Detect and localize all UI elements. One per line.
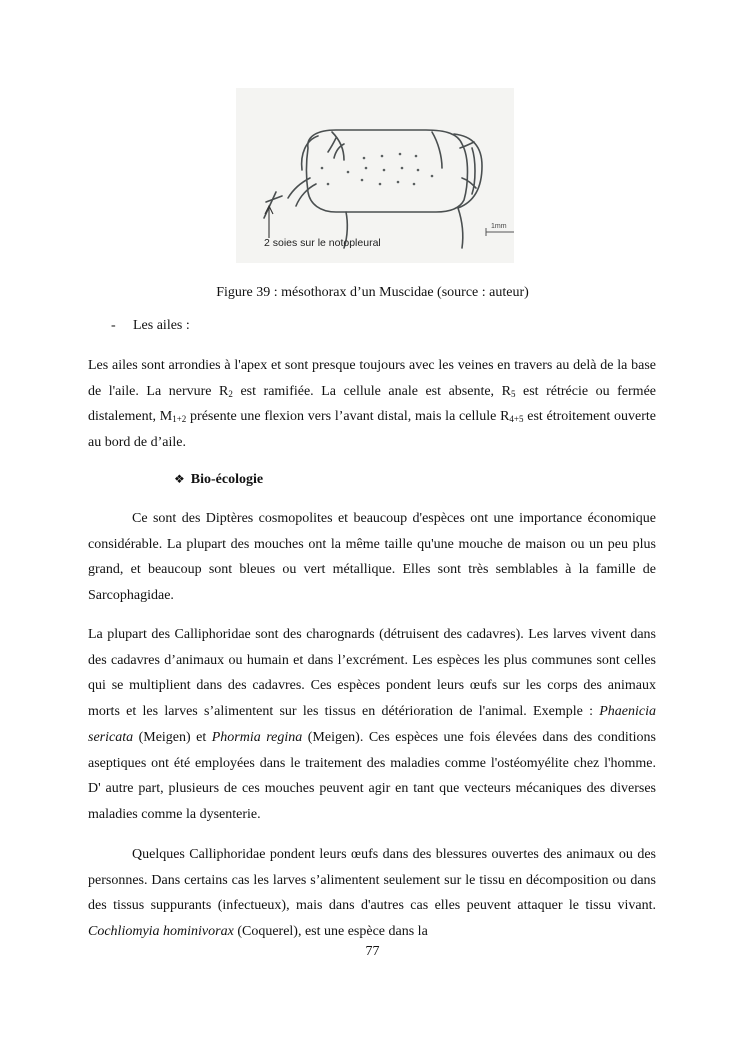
mesothorax-figure xyxy=(236,88,514,263)
mesothorax-drawing xyxy=(236,88,514,263)
bullet-dash: - xyxy=(111,318,116,333)
heading-text: Bio-écologie xyxy=(190,472,264,487)
wound-block xyxy=(88,842,656,945)
wound-paragraph xyxy=(88,842,656,945)
species-phaenicia: Phaenicia sericata xyxy=(88,704,656,745)
wings-sub-3: 1+2 xyxy=(172,414,187,425)
wound-text-2: (Coquerel), est une espèce dans la xyxy=(233,924,428,940)
page-number: 77 xyxy=(365,944,380,959)
scale-label: 1mm xyxy=(491,223,507,230)
wings-sub-4: 4+5 xyxy=(509,414,524,425)
calli-text-2: (Meigen) et xyxy=(133,729,212,745)
section-heading xyxy=(174,472,263,488)
species-phormia: Phormia regina xyxy=(211,729,303,745)
calliphoridae-paragraph xyxy=(88,622,656,828)
diamond-bullet-icon: ❖ xyxy=(174,472,185,486)
wound-text-1: Quelques Calliphoridae pondent leurs œufs dans des blessures ouvertes des animaux ou des personnes. Dans certains cas les larves s’alimentent seulement sur le tissu en décomposition ou dans des tissus suppurants (infectueux), mais dans d'autres cas elles peuvent attaquer le tissu vivant. xyxy=(88,847,656,914)
bio-paragraph xyxy=(88,506,656,609)
calli-text-3: (Meigen). Ces espèces une fois élevées dans des conditions aseptiques ont été employées dans le traitement des maladies comme l'ostéomyélite chez l'homme. D' autre part, plusieurs de ces mouches peuvent agir en tant que vecteurs mécaniques des diverses maladies comme la dysenterie. xyxy=(88,729,656,822)
bullet-item xyxy=(111,318,190,334)
wings-paragraph xyxy=(88,353,656,456)
wings-text-2: est ramifiée. La cellule anale est absente, R xyxy=(232,383,511,399)
wings-sub-2: 5 xyxy=(510,388,516,399)
wings-text-5: est étroitement ouverte au bord de d’aile. xyxy=(88,409,656,451)
bio-text: Ce sont des Diptères cosmopolites et beaucoup d'espèces ont une importance économique considérable. La plupart des mouches ont la même taille qu'une mouche de maison ou un peu plus grand, et beaucoup sont bleues ou vert métallique. Elles sont très semblables à la famille de Sarcophagidae. xyxy=(88,511,656,604)
figure-annotation: 2 soies sur le notopleural xyxy=(264,237,381,249)
wings-text-3: est rétrécie ou fermée distalement, M xyxy=(88,383,656,425)
bullet-text: Les ailes : xyxy=(133,318,190,333)
figure-caption: Figure 39 : mésothorax d’un Muscidae (source : auteur) xyxy=(216,285,529,300)
calli-text-1: La plupart des Calliphoridae sont des charognards (détruisent des cadavres). Les larves vivent dans des cadavres d’animaux ou humain et dans l’excrément. Les espèces les plus communes sont celles qui se multiplient dans des cadavres. Ces espèces pondent leurs œufs sur les corps des animaux morts et les larves s’alimentent sur les tissus en détérioration de l'animal. Exemple : xyxy=(88,627,656,720)
species-cochliomyia: Cochliomyia hominivorax xyxy=(88,924,234,940)
wings-text-1: Les ailes sont arrondies à l'apex et sont presque toujours avec les veines en travers au delà de la base de l'aile. La nervure R xyxy=(88,358,656,399)
wings-text-4: présente une flexion vers l’avant distal, mais la cellule R xyxy=(186,409,510,425)
wings-sub-1: 2 xyxy=(228,388,233,399)
